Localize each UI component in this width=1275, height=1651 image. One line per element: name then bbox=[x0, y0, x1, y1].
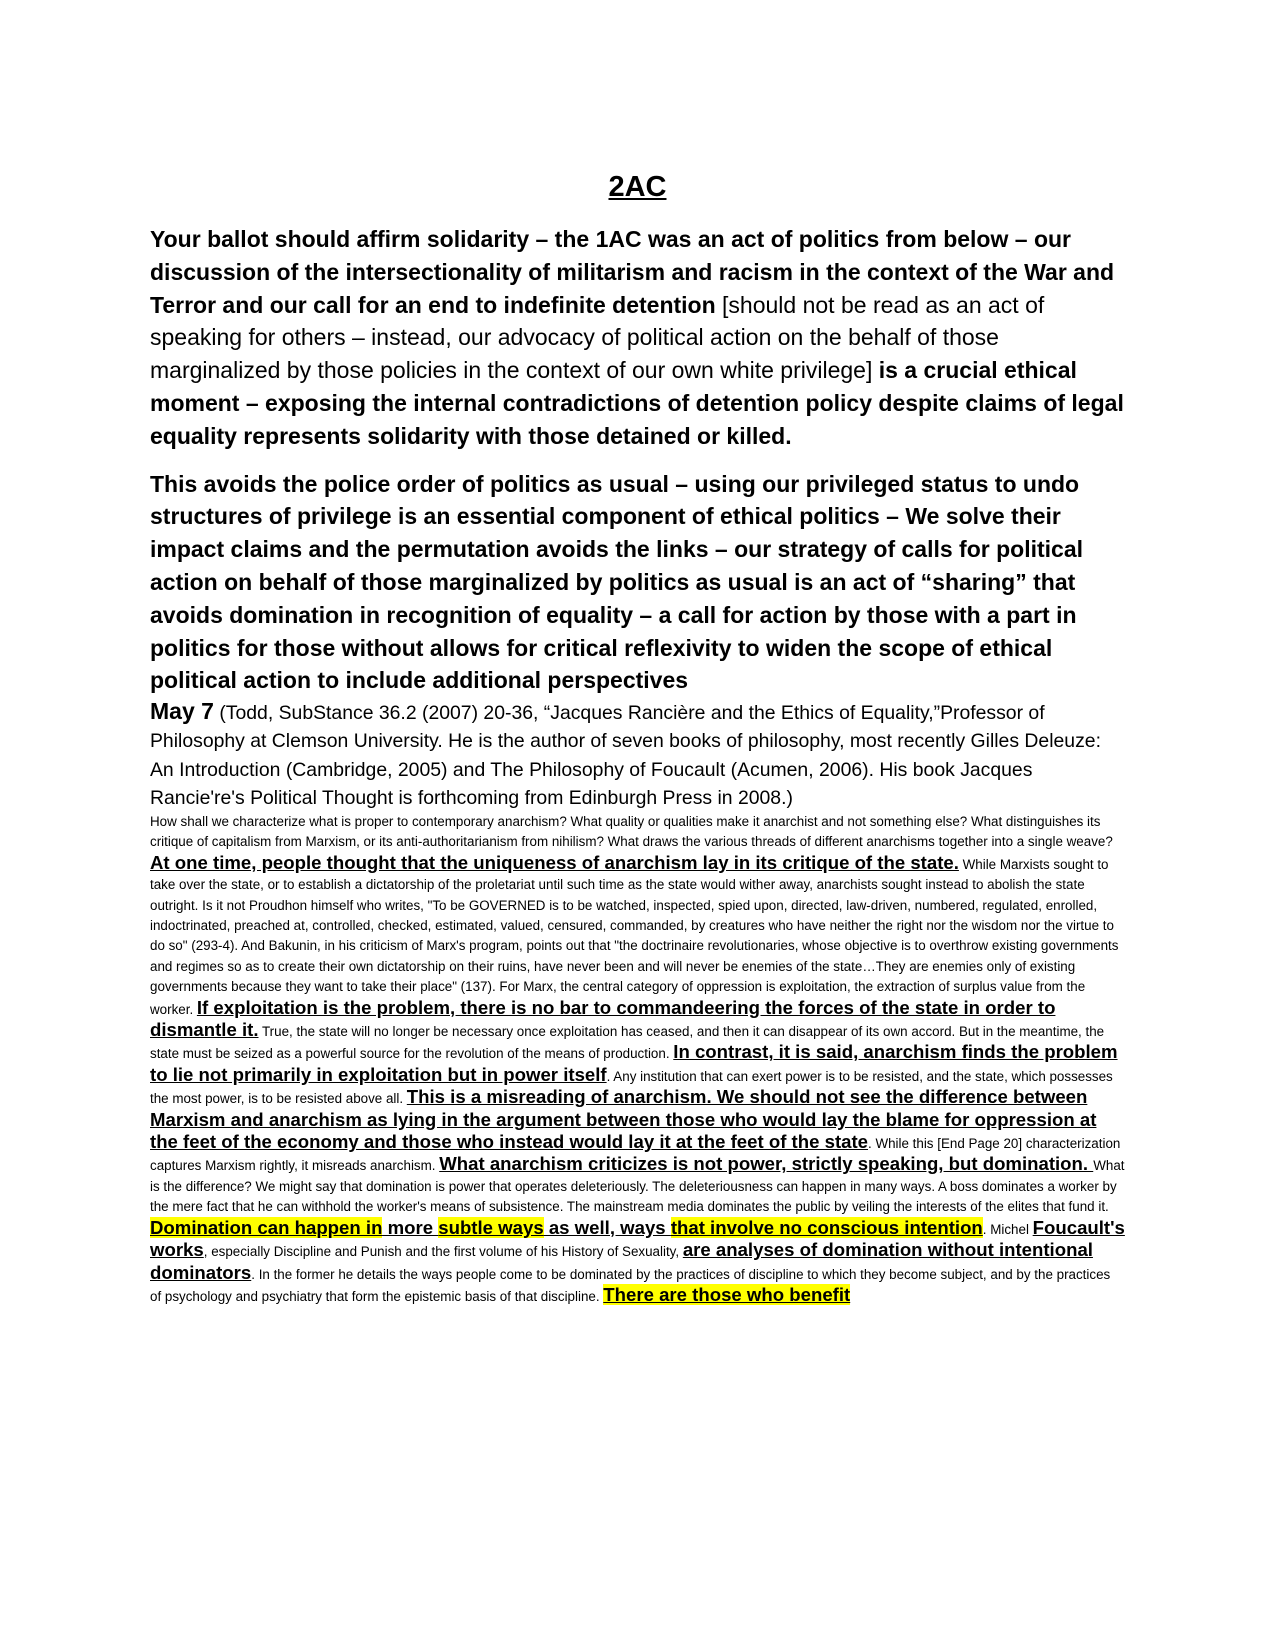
tag-police-order: This avoids the police order of politics as usual – using our privileged status to undo structures of privilege is an essential component of ethical politics – We solve their impact claims and the permutation avoids the links – our strategy of calls for political action on behalf of those marginalized by politics as usual is an act of “sharing” that avoids domination in recognition of equality – a call for action by those with a part in politics for those without allows for critical reflexivity to widen the scope of ethical political action to include additional perspectives bbox=[150, 470, 1084, 694]
card-text: . In the former he details the ways people come to be dominated by the practices of discipline to which they become subject, and by the practices of psychology and psychiatry that form the epistemic basis of that discipline. bbox=[150, 1266, 1111, 1304]
card-text: . Michel bbox=[982, 1221, 1033, 1237]
underlined-text: as well, ways bbox=[543, 1216, 671, 1238]
card-text: How shall we characterize what is proper to contemporary anarchism? What quality or qualities make it anarchist and not something else? What distinguishes its critique of capitalism from Marxism, or its anti-authoritarianism from nihilism? What draws the various threads of different anarchisms together into a single weave? bbox=[150, 813, 1113, 850]
card-text: True, the state will no longer be necessary once exploitation has ceased, and then it can disappear of its own accord. But in the meantime, the state must be seized as a powerful source for the revolution of the means of production. bbox=[150, 1024, 1105, 1062]
underlined-text: are analyses of domination without intentional dominators bbox=[150, 1239, 1093, 1283]
page-title: 2AC bbox=[608, 171, 667, 203]
underlined-text: In contrast, it is said, anarchism finds the problem to lie not primarily in exploitation but in power itself bbox=[150, 1041, 1118, 1085]
tag-bold-text: is a crucial ethical moment – exposing the internal contradictions of detention policy despite claims of legal equality represents solidarity with those detained or killed. bbox=[150, 357, 1124, 449]
highlighted-text: that involve no conscious intention bbox=[670, 1216, 983, 1238]
card-text: , especially Discipline and Punish and the first volume of his History of Sexuality, bbox=[203, 1244, 683, 1260]
card-text: . Any institution that can exert power is to be resisted, and the state, which possesses the most power, is to be resisted above all. bbox=[150, 1068, 1113, 1107]
highlighted-text: There are those who benefit bbox=[603, 1283, 851, 1305]
underlined-text: If exploitation is the problem, there is no bar to commandeering the forces of the state in order to dismantle it. bbox=[150, 996, 1056, 1041]
highlighted-text: subtle ways bbox=[438, 1216, 544, 1238]
card-text: . While this [End Page 20] characterization captures Marxism rightly, it misreads anarchism. bbox=[150, 1136, 1121, 1174]
document-body bbox=[150, 168, 1125, 1307]
tag-bold-text: Your ballot should affirm solidarity – the 1AC was an act of politics from below – our discussion of the intersectionality of militarism and racism in the context of the War and Terror and our call for an end to indefinite detention bbox=[150, 226, 1115, 318]
card-text: What is the difference? We might say that domination is power that operates deleteriously. The deleteriousness can happen in many ways. A boss dominates a worker by the mere fact that he can withhold the worker's means of subsistence. The mainstream media dominates the public by veiling the interests of the elites that fund it. bbox=[150, 1158, 1125, 1215]
citation-details: (Todd, SubStance 36.2 (2007) 20-36, “Jacques Rancière and the Ethics of Equality,”Professor of Philosophy at Clemson University. He is the author of seven books of philosophy, most recently Gilles Deleuze: An Introduction (Cambridge, 2005) and The Philosophy of Foucault (Acumen, 2006). His book Jacques Rancie're's Political Thought is forthcoming from Edinburgh Press in 2008.) bbox=[150, 702, 1101, 809]
underlined-text: more bbox=[382, 1216, 439, 1238]
underlined-text: What anarchism criticizes is not power, strictly speaking, but domination. bbox=[439, 1153, 1094, 1175]
highlighted-text: Domination can happen in bbox=[150, 1216, 383, 1238]
citation bbox=[150, 697, 1125, 812]
citation-author: May 7 bbox=[150, 698, 214, 725]
evidence-card bbox=[150, 812, 1125, 1307]
card-text: While Marxists sought to take over the state, or to establish a dictatorship of the proletariat until such time as the state would wither away, anarchists sought instead to abolish the state outright. Is it not Proudhon himself who writes, "To be GOVERNED is to be watched, inspected, spied upon, directed, law-driven, numbered, regulated, enrolled, indoctrinated, preached at, controlled, checked, estimated, valued, censured, commanded, by creatures who have neither the right nor the wisdom nor the virtue to do so" (293-4). And Bakunin, in his criticism of Marx's program, points out that "the doctrinaire revolutionaries, whose objective is to overthrow existing governments and regimes so as to create their own dictatorship on their ruins, have never been and will never be enemies of the state…They are enemies only of existing governments because they want to take their place" (137). For Marx, the central category of oppression is exploitation, the extraction of surplus value from the worker. bbox=[150, 856, 1119, 1017]
underlined-text: At one time, people thought that the uniqueness of anarchism lay in its critique of the state. bbox=[150, 851, 959, 873]
underlined-text: This is a misreading of anarchism. We should not see the difference between Marxism and anarchism as lying in the argument between those who would lay the blame for oppression at the feet of the economy and those who instead would lay it at the feet of the state bbox=[150, 1086, 1097, 1153]
tag-ballot-solidarity bbox=[150, 223, 1125, 453]
tag-bracketed-text: [should not be read as an act of speaking for others – instead, our advocacy of political action on the behalf of those marginalized by those policies in the context of our own white privilege] bbox=[150, 291, 1045, 384]
underlined-text: Foucault's works bbox=[150, 1216, 1125, 1261]
